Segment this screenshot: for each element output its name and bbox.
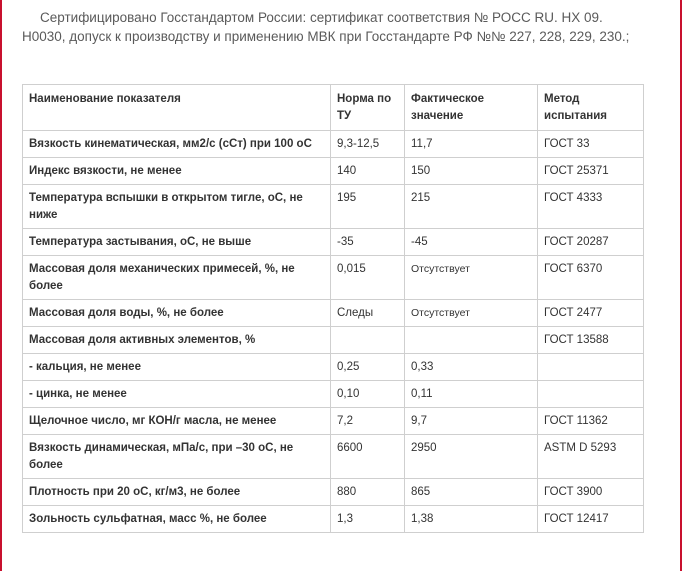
table-cell-norm — [331, 327, 405, 354]
table-cell-norm: 140 — [331, 158, 405, 185]
table-row — [23, 435, 644, 479]
table-row — [23, 256, 644, 300]
table-cell-actual-value: Отсутствует — [405, 256, 538, 300]
table-cell-indicator-name: - кальция, не менее — [23, 354, 331, 381]
table-cell-indicator-name: Вязкость кинематическая, мм2/с (сСт) при 100 оС — [23, 131, 331, 158]
table-cell-actual-value: 150 — [405, 158, 538, 185]
table-cell-test-method: ГОСТ 2477 — [538, 300, 644, 327]
table-cell-actual-value: 11,7 — [405, 131, 538, 158]
table-cell-indicator-name: Массовая доля активных элементов, % — [23, 327, 331, 354]
table-cell-norm: 6600 — [331, 435, 405, 479]
table-cell-test-method — [538, 381, 644, 408]
table-row — [23, 354, 644, 381]
table-cell-norm: Следы — [331, 300, 405, 327]
table-cell-indicator-name: Индекс вязкости, не менее — [23, 158, 331, 185]
table-cell-actual-value: 0,11 — [405, 381, 538, 408]
header-test-method: Метод испытания — [538, 85, 644, 131]
table-cell-norm: 880 — [331, 479, 405, 506]
table-cell-norm: 0,25 — [331, 354, 405, 381]
table-row — [23, 229, 644, 256]
table-cell-actual-value — [405, 327, 538, 354]
table-cell-test-method: ГОСТ 20287 — [538, 229, 644, 256]
header-actual-value: Фактическое значение — [405, 85, 538, 131]
table-cell-indicator-name: Щелочное число, мг КОН/г масла, не менее — [23, 408, 331, 435]
table-cell-test-method: ГОСТ 13588 — [538, 327, 644, 354]
table-cell-test-method: ГОСТ 4333 — [538, 185, 644, 229]
table-cell-indicator-name: Зольность сульфатная, масс %, не более — [23, 506, 331, 533]
table-cell-norm: -35 — [331, 229, 405, 256]
table-cell-norm: 0,10 — [331, 381, 405, 408]
table-row — [23, 131, 644, 158]
table-row — [23, 158, 644, 185]
table-cell-test-method: ГОСТ 6370 — [538, 256, 644, 300]
table-row — [23, 185, 644, 229]
table-cell-test-method: ГОСТ 33 — [538, 131, 644, 158]
table-row — [23, 506, 644, 533]
table-cell-actual-value: Отсутствует — [405, 300, 538, 327]
table-cell-norm: 1,3 — [331, 506, 405, 533]
table-cell-norm: 0,015 — [331, 256, 405, 300]
table-cell-norm: 7,2 — [331, 408, 405, 435]
table-cell-norm: 195 — [331, 185, 405, 229]
table-cell-actual-value: 865 — [405, 479, 538, 506]
table-header-row — [23, 85, 644, 131]
table-row — [23, 300, 644, 327]
table-cell-actual-value: 1,38 — [405, 506, 538, 533]
table-cell-indicator-name: Плотность при 20 оС, кг/м3, не более — [23, 479, 331, 506]
table-cell-actual-value: 2950 — [405, 435, 538, 479]
certification-paragraph: Сертифицировано Госстандартом России: сертификат соответствия № РОСС RU. НХ 09. Н0030, допуск к производству и применению МВК при Госстандарте РФ №№ 227, 228, 229, 230.; — [22, 10, 630, 44]
table-cell-test-method: ГОСТ 11362 — [538, 408, 644, 435]
table-row — [23, 408, 644, 435]
table-cell-test-method — [538, 354, 644, 381]
table-cell-indicator-name: Массовая доля механических примесей, %, не более — [23, 256, 331, 300]
table-row — [23, 381, 644, 408]
table-cell-indicator-name: Температура вспышки в открытом тигле, оС, не ниже — [23, 185, 331, 229]
table-cell-test-method: ГОСТ 3900 — [538, 479, 644, 506]
table-cell-indicator-name: Вязкость динамическая, мПа/с, при –30 оС, не более — [23, 435, 331, 479]
table-cell-test-method: ГОСТ 12417 — [538, 506, 644, 533]
table-body — [23, 131, 644, 533]
table-cell-test-method: ГОСТ 25371 — [538, 158, 644, 185]
header-indicator-name: Наименование показателя — [23, 85, 331, 131]
table-cell-indicator-name: - цинка, не менее — [23, 381, 331, 408]
table-cell-actual-value: 9,7 — [405, 408, 538, 435]
table-cell-actual-value: 215 — [405, 185, 538, 229]
table-head — [23, 85, 644, 131]
specification-table — [22, 84, 644, 533]
header-norm: Норма по ТУ — [331, 85, 405, 131]
table-cell-actual-value: 0,33 — [405, 354, 538, 381]
table-cell-indicator-name: Массовая доля воды, %, не более — [23, 300, 331, 327]
table-row — [23, 479, 644, 506]
table-cell-indicator-name: Температура застывания, оС, не выше — [23, 229, 331, 256]
table-cell-test-method: ASTM D 5293 — [538, 435, 644, 479]
table-cell-actual-value: -45 — [405, 229, 538, 256]
table-row — [23, 327, 644, 354]
table-cell-norm: 9,3-12,5 — [331, 131, 405, 158]
